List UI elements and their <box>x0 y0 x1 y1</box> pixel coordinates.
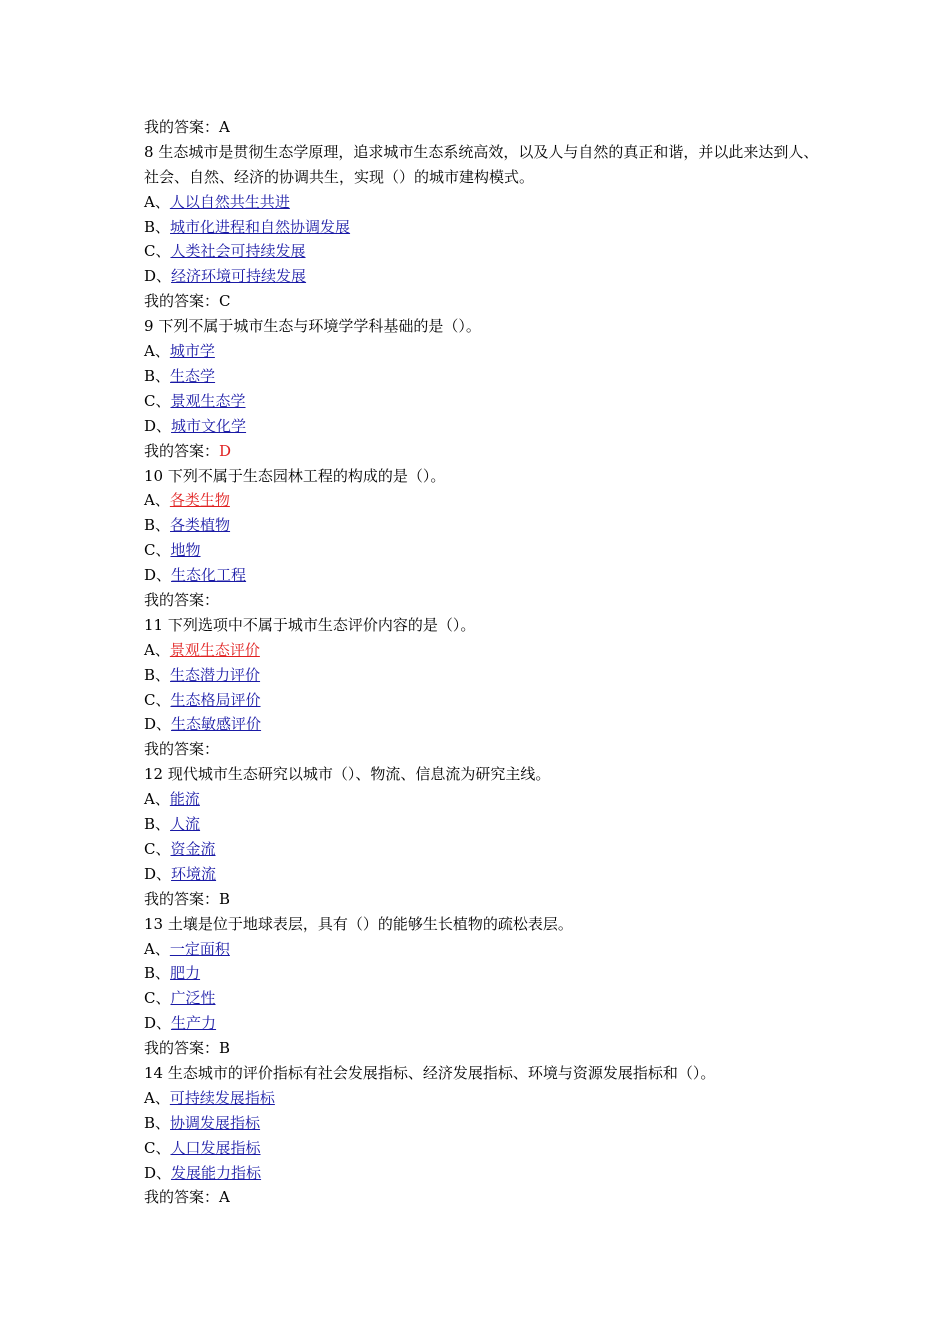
option-link[interactable]: 生态潜力评价 <box>170 665 261 684</box>
option-row <box>144 190 824 215</box>
option-link[interactable]: 人口发展指标 <box>170 1138 261 1157</box>
option-letter: B <box>144 1113 156 1132</box>
question-number: 11 <box>144 615 164 634</box>
option-letter: C <box>144 989 156 1008</box>
question-text: 下列不属于生态园林工程的构成的是（）。 <box>167 466 446 485</box>
answer-label: 我的答案： <box>144 740 220 759</box>
option-link[interactable]: 城市化进程和自然协调发展 <box>170 217 351 236</box>
option-row <box>144 837 824 862</box>
option-row <box>144 364 824 389</box>
option-separator: 、 <box>155 839 171 858</box>
option-link[interactable]: 发展能力指标 <box>171 1163 262 1182</box>
option-link[interactable]: 生态学 <box>170 366 216 385</box>
option-separator: 、 <box>154 640 170 659</box>
option-link[interactable]: 人流 <box>170 815 201 834</box>
question-number: 8 <box>144 142 154 161</box>
option-letter: A <box>144 342 155 361</box>
option-letter: D <box>144 1014 157 1033</box>
option-link[interactable]: 肥力 <box>170 964 201 983</box>
question-stem <box>144 613 824 638</box>
option-link[interactable]: 广泛性 <box>170 989 216 1008</box>
option-separator: 、 <box>156 1163 172 1182</box>
option-separator: 、 <box>156 566 172 585</box>
option-separator: 、 <box>155 1138 171 1157</box>
option-separator: 、 <box>155 1113 171 1132</box>
option-separator: 、 <box>154 491 170 510</box>
answer-line <box>144 1036 824 1061</box>
option-row <box>144 712 824 737</box>
question-stem <box>144 762 824 787</box>
option-separator: 、 <box>154 342 170 361</box>
answer-label: 我的答案： <box>144 1039 220 1058</box>
answer-line <box>144 439 824 464</box>
question-text: 生态城市是贯彻生态学原理，追求城市生态系统高效，以及人与自然的真正和谐，并以此来达到人、社会、自然、经济的协调共生，实现（）的城市建构模式。 <box>144 142 819 186</box>
option-letter: B <box>144 516 156 535</box>
option-separator: 、 <box>154 790 170 809</box>
answer-value: D <box>219 441 232 460</box>
option-letter: D <box>144 416 157 435</box>
option-row <box>144 961 824 986</box>
question-block <box>144 613 824 762</box>
option-link[interactable]: 环境流 <box>171 864 217 883</box>
option-link[interactable]: 景观生态学 <box>170 391 246 410</box>
option-separator: 、 <box>155 217 171 236</box>
option-link[interactable]: 生态格局评价 <box>170 690 261 709</box>
option-link[interactable]: 一定面积 <box>169 939 230 958</box>
question-text: 下列选项中不属于城市生态评价内容的是（）。 <box>167 615 476 634</box>
question-number: 13 <box>144 914 164 933</box>
answer-label: 我的答案： <box>144 441 220 460</box>
question-block <box>144 464 824 613</box>
option-letter: C <box>144 839 156 858</box>
answer-line <box>144 737 824 762</box>
option-letter: B <box>144 815 156 834</box>
option-row <box>144 688 824 713</box>
option-separator: 、 <box>156 1014 172 1033</box>
option-letter: A <box>144 790 155 809</box>
option-letter: C <box>144 541 156 560</box>
answer-value: A <box>219 118 230 136</box>
option-separator: 、 <box>155 989 171 1008</box>
option-separator: 、 <box>154 192 170 211</box>
option-row <box>144 937 824 962</box>
option-row <box>144 862 824 887</box>
option-link[interactable]: 城市文化学 <box>171 416 247 435</box>
option-link[interactable]: 生态化工程 <box>171 566 247 585</box>
option-row <box>144 1136 824 1161</box>
option-row <box>144 1111 824 1136</box>
option-letter: A <box>144 939 155 958</box>
question-block <box>144 314 824 463</box>
answer-line <box>144 887 824 912</box>
answer-value: B <box>219 1039 231 1058</box>
option-separator: 、 <box>156 715 172 734</box>
option-separator: 、 <box>156 416 172 435</box>
question-block <box>144 140 824 314</box>
answer-line <box>144 115 824 140</box>
answer-value: C <box>219 292 231 311</box>
option-link[interactable]: 人以自然共生共进 <box>169 192 290 211</box>
question-stem <box>144 464 824 489</box>
option-row <box>144 264 824 289</box>
question-block <box>144 762 824 911</box>
option-letter: A <box>144 491 155 510</box>
option-row <box>144 787 824 812</box>
option-row <box>144 1086 824 1111</box>
option-row <box>144 389 824 414</box>
option-separator: 、 <box>155 366 171 385</box>
option-letter: C <box>144 242 156 261</box>
option-separator: 、 <box>155 541 171 560</box>
option-separator: 、 <box>155 516 171 535</box>
option-letter: D <box>144 1163 157 1182</box>
answer-label: 我的答案： <box>144 1188 220 1207</box>
option-link[interactable]: 可持续发展指标 <box>169 1088 275 1107</box>
option-letter: A <box>144 1088 155 1107</box>
option-link[interactable]: 人类社会可持续发展 <box>170 242 306 261</box>
option-row <box>144 339 824 364</box>
option-row <box>144 1011 824 1036</box>
option-row <box>144 239 824 264</box>
option-row <box>144 414 824 439</box>
question-number: 9 <box>144 317 154 336</box>
question-list <box>144 140 824 1210</box>
question-block <box>144 1061 824 1210</box>
question-number: 10 <box>144 466 164 485</box>
option-link[interactable]: 各类生物 <box>169 491 230 510</box>
option-link[interactable]: 城市学 <box>169 342 215 361</box>
answer-value: A <box>219 1188 230 1207</box>
option-link[interactable]: 能流 <box>169 790 200 809</box>
answer-value: B <box>219 889 231 908</box>
question-block <box>144 912 824 1061</box>
option-separator: 、 <box>156 864 172 883</box>
question-number: 14 <box>144 1063 164 1082</box>
question-stem <box>144 912 824 937</box>
question-text: 下列不属于城市生态与环境学学科基础的是（）。 <box>158 317 481 336</box>
option-link[interactable]: 经济环境可持续发展 <box>171 267 307 286</box>
answer-line <box>144 289 824 314</box>
option-separator: 、 <box>154 939 170 958</box>
option-letter: C <box>144 1138 156 1157</box>
option-row <box>144 215 824 240</box>
option-row <box>144 812 824 837</box>
option-row <box>144 986 824 1011</box>
question-text: 土壤是位于地球表层，具有（）的能够生长植物的疏松表层。 <box>167 914 573 933</box>
option-separator: 、 <box>155 690 171 709</box>
option-separator: 、 <box>155 665 171 684</box>
question-stem <box>144 140 824 190</box>
quiz-document <box>144 115 824 1210</box>
question-stem <box>144 314 824 339</box>
option-letter: B <box>144 665 156 684</box>
option-link[interactable]: 资金流 <box>170 839 216 858</box>
option-letter: A <box>144 192 155 211</box>
option-link[interactable]: 地物 <box>170 541 201 560</box>
question-text: 现代城市生态研究以城市（）、物流、信息流为研究主线。 <box>167 765 551 784</box>
answer-label: 我的答案： <box>144 292 220 311</box>
option-link[interactable]: 生态敏感评价 <box>171 715 262 734</box>
option-letter: B <box>144 964 156 983</box>
option-separator: 、 <box>154 1088 170 1107</box>
option-row <box>144 513 824 538</box>
option-row <box>144 563 824 588</box>
option-separator: 、 <box>155 815 171 834</box>
option-link[interactable]: 协调发展指标 <box>170 1113 261 1132</box>
option-letter: D <box>144 715 157 734</box>
option-row <box>144 638 824 663</box>
option-letter: B <box>144 366 156 385</box>
answer-line <box>144 1185 824 1210</box>
option-letter: C <box>144 690 156 709</box>
option-letter: A <box>144 640 155 659</box>
option-row <box>144 538 824 563</box>
option-link[interactable]: 景观生态评价 <box>169 640 260 659</box>
option-row <box>144 1161 824 1186</box>
answer-label: 我的答案： <box>144 889 220 908</box>
option-separator: 、 <box>156 267 172 286</box>
option-letter: C <box>144 391 156 410</box>
question-stem <box>144 1061 824 1086</box>
answer-label: 我的答案： <box>144 590 220 609</box>
option-letter: D <box>144 267 157 286</box>
answer-line <box>144 588 824 613</box>
option-separator: 、 <box>155 242 171 261</box>
option-row <box>144 663 824 688</box>
option-link[interactable]: 生产力 <box>171 1014 217 1033</box>
option-letter: D <box>144 864 157 883</box>
option-row <box>144 488 824 513</box>
option-separator: 、 <box>155 964 171 983</box>
answer-label: 我的答案： <box>144 118 220 136</box>
option-separator: 、 <box>155 391 171 410</box>
question-text: 生态城市的评价指标有社会发展指标、经济发展指标、环境与资源发展指标和（）。 <box>167 1063 716 1082</box>
question-number: 12 <box>144 765 164 784</box>
option-link[interactable]: 各类植物 <box>170 516 231 535</box>
option-letter: D <box>144 566 157 585</box>
option-letter: B <box>144 217 156 236</box>
